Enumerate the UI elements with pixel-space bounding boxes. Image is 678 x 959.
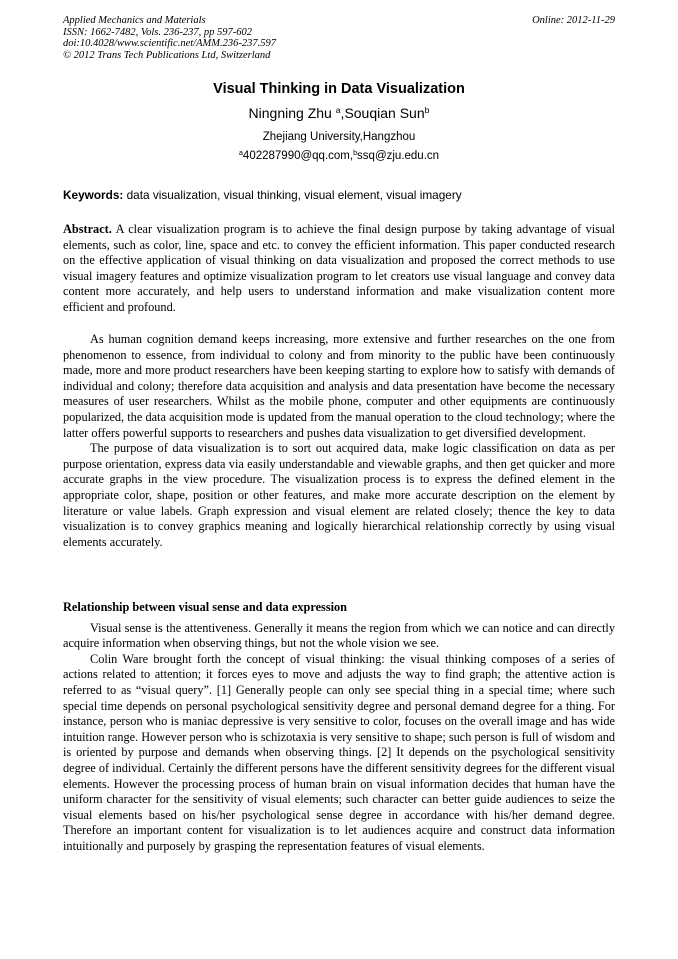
author-1-superscript: a (335, 105, 341, 116)
keywords-label: Keywords: (63, 188, 124, 202)
introduction (63, 332, 615, 550)
author-1: Ningning Zhu (248, 105, 332, 121)
abstract-label: Abstract. (63, 222, 112, 236)
keywords (63, 188, 615, 202)
abstract (63, 222, 615, 316)
issn-line: ISSN: 1662-7482, Vols. 236-237, pp 597-602 (63, 26, 252, 38)
section-heading: Relationship between visual sense and data expression (63, 600, 348, 614)
paper-title: Visual Thinking in Data Visualization (213, 81, 465, 97)
author-2-superscript: b (424, 105, 430, 116)
intro-paragraph-2: The purpose of data visualization is to sort out acquired data, make logic classification on data as per purpose orientation, express data via easily understandable and viewable graphs, and then get quicker and more accurate graphs in the view procedure. The visualization process is to express the defined element in the appropriate color, shape, position or other features, and make more accurate description on the element by literature or value labels. Graph expression and visual element are related closely; thence the key to data visualization is to convey graphics meaning and logically hierarchical relationship correctly by using visual elements accurately. (63, 441, 615, 549)
section-paragraph-2: Colin Ware brought forth the concept of visual thinking: the visual thinking composes of a series of actions related to attention; it forces eyes to move and adjusts the way to find graph; the attentive action is referred to as “visual query”. [1] Generally people can only see special thing in a special time; where such special time depends on personal psychological sensitivity degree and personal demand degree for a thing. For instance, person who is maniac depressive is very sensitive to color, focuses on the overall image and has wide intuition range. However person who is schizotaxia is very sensitive to shape; such person is full of wisdom and is oriented by purpose and demands when observing things. [2] It depends on the psychological sensitivity degree of individual. Certainly the different persons have the different sensitivity degrees for the different visual elements. However the processing process of human brain on visual information decides that human have the uniform character for the sensitivity of visual elements; such character can better guide audiences to seize the visual elements based on his/her psychological sense degree in accordance with his/her demand degree. Therefore an important content for visualization is to let audiences acquire and construct data information intuitionally and purposely by grasping the representation features of visual elements. (63, 651, 615, 853)
email-b: ssq@zju.edu.cn (357, 150, 440, 162)
journal-header (63, 15, 615, 61)
email-b-superscript: b (353, 149, 358, 158)
keywords-text: data visualization, visual thinking, visual element, visual imagery (123, 188, 462, 202)
email-a: 402287990@qq.com, (242, 150, 354, 162)
section-visual-sense (63, 600, 615, 855)
abstract-text: A clear visualization program is to achieve the final design purpose by taking advantage of visual elements, such as color, line, space and etc. to convey the efficient information. This paper conducted research on the effective application of visual thinking on data visualization and proposed the correct methods to use visual imagery features and optimize visualization program to let creators use visual language and convey data content more accurately, and help users to understand information and make visualization content more efficient and profound. (63, 222, 615, 314)
email-line (63, 150, 615, 162)
online-date: Online: 2012-11-29 (532, 15, 615, 26)
affiliation: Zhejiang University,Hangzhou (262, 131, 416, 143)
intro-paragraph-1: As human cognition demand keeps increasing, more extensive and further researches on the one from phenomenon to essence, from individual to colony and from minority to the public have been continuously made, more and more product researchers have been keeping starting to explore how to satisfy with demands of individual and colony; therefore data acquisition and analysis and data presentation have become the necessary measures of user researchers. Whilst as the mobile phone, computer and other equipments are continuously popularized, the data acquisition mode is updated from the manual operation to the cloud technology; where the latter offers powerful supports to researchers and pushes data visualization to get diversified development. (63, 332, 615, 440)
author-line (63, 105, 615, 121)
journal-name: Applied Mechanics and Materials (63, 15, 206, 26)
author-2: Souqian Sun (344, 105, 425, 121)
section-paragraph-1: Visual sense is the attentiveness. Generally it means the region from which we can notice and can directly acquire information when observing things, but not the whole vision we see. (63, 620, 615, 651)
author-separator: , (340, 105, 345, 121)
copyright-line: © 2012 Trans Tech Publications Ltd, Switzerland (63, 49, 271, 61)
email-a-superscript: a (238, 149, 243, 158)
doi-line: doi:10.4028/www.scientific.net/AMM.236-237.597 (63, 38, 276, 50)
